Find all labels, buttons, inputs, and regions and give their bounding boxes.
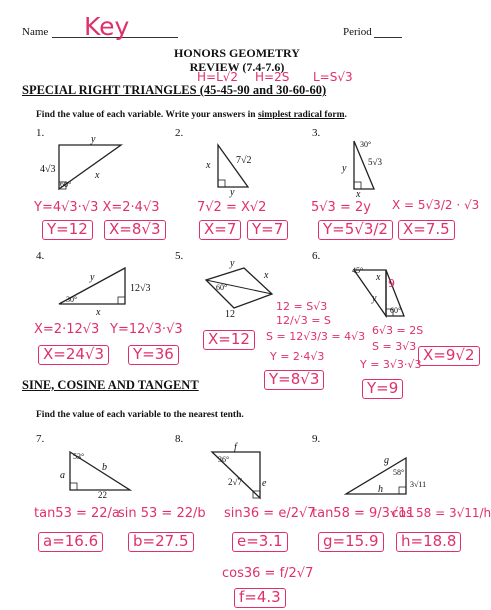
section2-instruction: Find the value of each variable to the nearest tenth.	[36, 410, 244, 420]
period-line	[374, 37, 402, 38]
p4-work-2: Y=12√3·√3	[110, 322, 183, 337]
p4-label-side: 12√3	[130, 283, 151, 294]
p2-label-y: y	[230, 187, 235, 198]
p8-label-angle: 36°	[218, 455, 230, 464]
title-line-1: HONORS GEOMETRY	[174, 46, 300, 60]
name-value: Key	[84, 12, 130, 41]
p4-label-x: x	[96, 307, 101, 318]
triangle-9	[342, 452, 412, 505]
p4-answer-y: Y=36	[128, 345, 179, 365]
p6-answer-y: Y=9	[362, 379, 403, 399]
p6-work-1: 6√3 = 2S	[372, 324, 424, 337]
section1-heading: SPECIAL RIGHT TRIANGLES (45-45-90 and 30-60-60)	[22, 83, 327, 97]
formula-2: H=2S	[255, 70, 290, 84]
p6-work-3: Y = 3√3·√3	[360, 358, 422, 371]
p2-label-hyp: 7√2	[236, 155, 252, 166]
section2-heading: SINE, COSINE AND TANGENT	[22, 378, 199, 392]
name-label: Name	[22, 26, 49, 38]
p3-label-x: x	[356, 189, 361, 200]
p7-work: tan53 = 22/a	[34, 506, 120, 521]
title-line-2: REVIEW (7.4-7.6)	[189, 60, 285, 74]
problem-9-number: 9.	[312, 433, 321, 445]
p7-label-b: b	[102, 462, 107, 473]
p5-work-2: 12/√3 = S	[276, 314, 331, 327]
p5-work-3: S = 12√3/3 = 4√3	[266, 330, 366, 343]
p4-label-y: y	[90, 272, 95, 283]
p9-answer-g: g=15.9	[318, 532, 384, 552]
p3-answer-y: Y=5√3/2	[318, 220, 393, 240]
instruction-suffix: .	[344, 110, 347, 120]
p9-label-side: 3√11	[410, 480, 427, 489]
p8-work-1: sin 53 = 22/b	[118, 506, 206, 521]
p9-label-h: h	[378, 484, 383, 495]
p6-label-60: 60°	[390, 306, 402, 315]
p1-label-side: 4√3	[40, 164, 56, 175]
p4-work-1: X=2·12√3	[34, 322, 100, 337]
p5-work-1: 12 = S√3	[276, 300, 328, 313]
p3-label-hyp: 5√3	[368, 157, 382, 167]
p1-label-angle: 60°	[60, 180, 72, 189]
p2-answer-y: Y=7	[247, 220, 288, 240]
p4-answer-x: X=24√3	[38, 345, 109, 365]
p9-work-2: cos 58 = 3√11/h	[392, 506, 491, 520]
problem-2-number: 2.	[175, 127, 184, 139]
p3-work-2: X = 5√3/2 · √3	[392, 198, 480, 212]
problem-1-number: 1.	[36, 127, 45, 139]
p6-work-2: S = 3√3	[372, 340, 417, 353]
problem-8-number: 8.	[175, 433, 184, 445]
p8-work-2: sin36 = e/2√7	[224, 506, 316, 521]
triangle-1	[55, 137, 125, 202]
p9-label-angle: 58°	[393, 468, 405, 477]
p9-label-g: g	[384, 455, 389, 466]
p1-label-y: y	[91, 134, 96, 145]
p5-label-y: y	[230, 258, 235, 269]
p6-answer-x: X=9√2	[418, 346, 480, 366]
p9-answer-h: h=18.8	[396, 532, 461, 552]
p6-label-9: 9	[388, 277, 395, 290]
p8-answer-f: f=4.3	[234, 588, 286, 608]
p8-label-hyp: 2√7	[228, 477, 242, 487]
instruction-underlined: simplest radical form	[257, 110, 345, 120]
p5-label-12: 12	[225, 309, 235, 320]
p5-answer-x: X=12	[203, 330, 255, 350]
p8-label-e: e	[262, 478, 267, 489]
p6-label-y: y	[372, 293, 377, 304]
p5-answer-y: Y=8√3	[264, 370, 324, 390]
p7-answer-a: a=16.6	[38, 532, 103, 552]
problem-7-number: 7.	[36, 433, 45, 445]
p7-label-22: 22	[98, 490, 107, 500]
problem-5-number: 5.	[175, 250, 184, 262]
section1-instruction	[36, 110, 347, 120]
p1-work: Y=4√3·√3 X=2·4√3	[34, 200, 160, 215]
p1-answer-y: Y=12	[42, 220, 93, 240]
p6-label-x: x	[376, 272, 381, 283]
period-label: Period	[343, 26, 372, 38]
p7-label-angle: 53°	[73, 452, 85, 461]
formula-3: L=S√3	[313, 70, 353, 84]
instruction-text: Find the value of each variable. Write your answers in	[36, 110, 258, 120]
p7-label-a: a	[60, 470, 65, 481]
problem-6-number: 6.	[312, 250, 321, 262]
p3-work-1: 5√3 = 2y	[311, 200, 371, 215]
p3-label-angle: 30°	[360, 140, 372, 149]
p4-label-angle: 30°	[66, 295, 78, 304]
formula-1: H=L√2	[197, 70, 239, 84]
p3-answer-x: X=7.5	[398, 220, 455, 240]
triangle-4	[55, 262, 135, 317]
p1-label-x: x	[95, 170, 100, 181]
p9-work-1: tan58 = 9/3√11	[312, 506, 415, 521]
problem-3-number: 3.	[312, 127, 321, 139]
p8-answer-b: b=27.5	[128, 532, 194, 552]
p1-answer-x: X=8√3	[104, 220, 166, 240]
p5-label-x: x	[264, 270, 269, 281]
p2-label-x: x	[206, 160, 211, 171]
p5-label-angle: 60°	[216, 283, 228, 292]
p6-label-45: 45°	[352, 266, 364, 275]
p2-answer-x: X=7	[199, 220, 241, 240]
p8-work-3: cos36 = f/2√7	[222, 566, 314, 581]
p8-answer-e: e=3.1	[232, 532, 288, 552]
p5-work-4: Y = 2·4√3	[270, 350, 325, 363]
p3-label-y: y	[342, 163, 347, 174]
p2-work: 7√2 = X√2	[197, 200, 267, 215]
p8-label-f: f	[234, 442, 237, 453]
problem-4-number: 4.	[36, 250, 45, 262]
